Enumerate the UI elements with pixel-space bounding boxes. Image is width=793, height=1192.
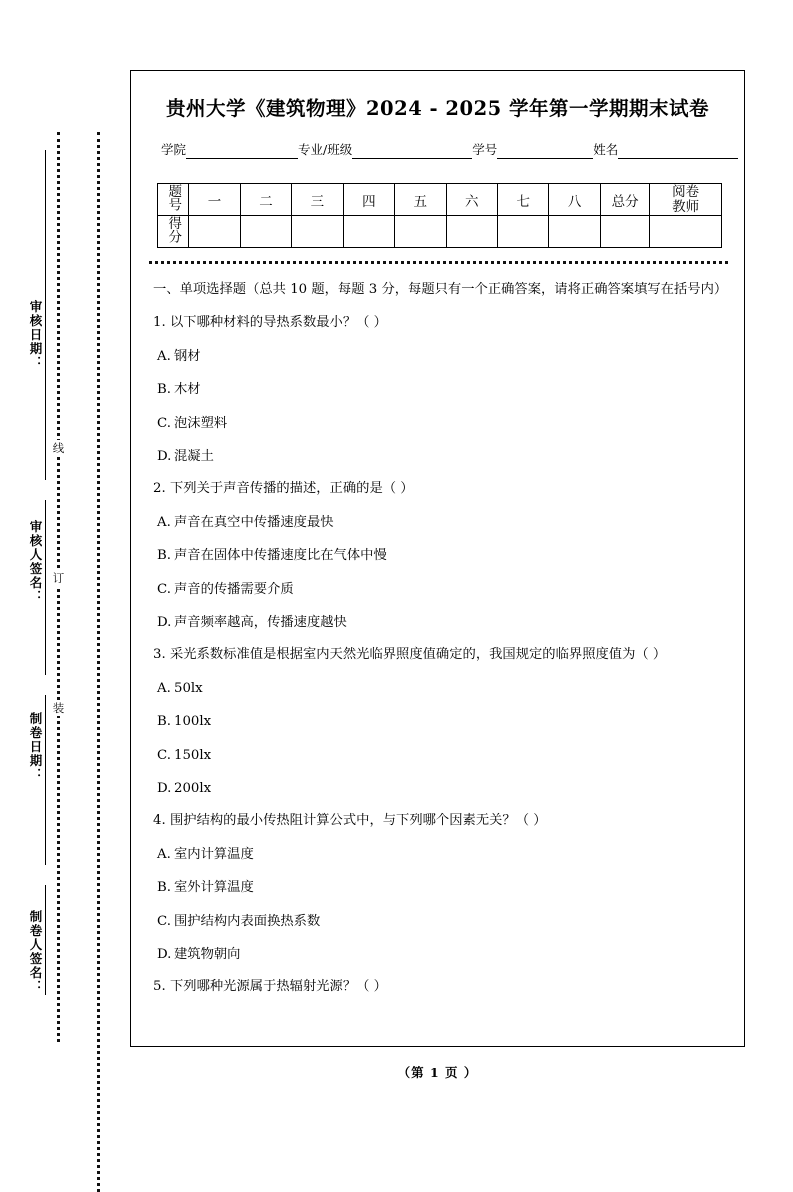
question-1-option-c-letter: C. (157, 415, 171, 431)
question-3-option-d-letter: D. (157, 781, 172, 796)
seam-char-pack: 装 (51, 702, 66, 714)
score-cell-7[interactable] (497, 216, 548, 248)
identity-blank-college[interactable] (186, 143, 298, 159)
question-1-option-c-text: 泡沫塑料 (174, 415, 228, 431)
question-1-option-d[interactable] (153, 446, 722, 467)
margin-solid-rule-bottom (45, 885, 46, 995)
margin-solid-rule-top (45, 150, 46, 480)
margin-label-0: 审核日期： (28, 300, 43, 370)
row-header-question-number (158, 184, 189, 216)
score-cell-3[interactable] (292, 216, 343, 248)
question-4-option-c-text: 围护结构内表面换热系数 (174, 913, 321, 929)
question-5-text: 下列哪种光源属于热辐射光源？（ ） (170, 979, 387, 995)
seam-char-line: 线 (51, 442, 66, 454)
score-col-header-grader (650, 184, 722, 216)
score-table (157, 183, 722, 248)
identity-blank-student-no[interactable] (497, 143, 593, 159)
score-cell-5[interactable] (395, 216, 446, 248)
score-cell-4[interactable] (343, 216, 394, 248)
question-4-option-d-text: 建筑物朝向 (174, 947, 241, 962)
page-title: 贵州大学《建筑物理》2024 - 2025 学年第一学期期末试卷 (165, 97, 709, 120)
question-4-option-a[interactable] (153, 844, 722, 865)
row-header-score-text: 得分 (165, 216, 182, 244)
question-2-option-d-text: 声音频率越高，传播速度越快 (174, 615, 347, 630)
question-1-option-a[interactable] (153, 346, 722, 367)
identity-label-major: 专业/班级 (298, 142, 353, 157)
question-2-option-d[interactable] (153, 612, 722, 633)
question-4-option-d-letter: D. (157, 947, 172, 962)
margin-solid-rule-upper-mid (45, 500, 46, 675)
question-2-option-d-letter: D. (157, 615, 172, 630)
exam-content (153, 278, 728, 998)
identity-field-name[interactable] (593, 140, 738, 159)
score-col-header-7: 七 (497, 184, 548, 216)
score-cell-1[interactable] (189, 216, 240, 248)
question-1-option-b[interactable] (153, 379, 722, 400)
question-3-option-d[interactable] (153, 778, 722, 799)
question-3-option-a-letter: A. (157, 681, 171, 697)
question-4-option-a-text: 室内计算温度 (174, 847, 254, 863)
score-col-header-6: 六 (446, 184, 497, 216)
question-3-option-c-letter: C. (157, 747, 171, 763)
score-table-wrapper (157, 183, 722, 248)
margin-solid-rule-lower-mid (45, 695, 46, 865)
table-row-question-numbers (158, 184, 722, 216)
question-3-option-b[interactable] (153, 711, 722, 732)
question-1-number: 1. (153, 315, 166, 331)
question-3-text: 采光系数标准值是根据室内天然光临界照度值确定的，我国规定的临界照度值为（ ） (170, 647, 667, 663)
question-1-option-a-letter: A. (157, 349, 171, 365)
question-1-option-b-text: 木材 (174, 382, 201, 398)
question-3-option-d-text: 200lx (174, 781, 212, 796)
question-2-number: 2. (153, 481, 166, 497)
identity-field-college[interactable] (161, 140, 298, 159)
question-1-option-d-text: 混凝土 (174, 449, 214, 464)
question-2-option-b[interactable] (153, 545, 722, 566)
section-heading-multiple-choice: 一、单项选择题（总共 10 题，每题 3 分，每题只有一个正确答案，请将正确答案填写在括号内） (153, 282, 728, 297)
score-cell-6[interactable] (446, 216, 497, 248)
question-1-option-b-letter: B. (157, 382, 171, 398)
margin-dotted-rule-outer (97, 132, 100, 1192)
question-4-option-b[interactable] (153, 877, 722, 898)
question-4 (153, 810, 722, 832)
question-3 (153, 644, 722, 666)
score-cell-total[interactable] (600, 216, 649, 248)
margin-label-2: 制卷日期： (28, 712, 43, 782)
question-2 (153, 478, 722, 500)
margin-label-3: 制卷人签名： (28, 910, 43, 994)
question-3-option-a[interactable] (153, 678, 722, 699)
score-cell-8[interactable] (549, 216, 600, 248)
score-col-header-8: 八 (549, 184, 600, 216)
question-4-option-a-letter: A. (157, 847, 171, 863)
margin-label-1: 审核人签名： (28, 520, 43, 604)
question-2-option-b-letter: B. (157, 548, 171, 564)
grader-label-line1: 阅卷 (672, 183, 700, 200)
question-3-number: 3. (153, 647, 166, 663)
question-2-text: 下列关于声音传播的描述，正确的是（ ） (170, 481, 414, 497)
margin-dotted-rule-inner (57, 132, 60, 1042)
row-header-score (158, 216, 189, 248)
question-4-number: 4. (153, 813, 166, 829)
identity-label-college: 学院 (161, 142, 187, 157)
question-1 (153, 312, 722, 334)
score-col-header-2: 二 (240, 184, 291, 216)
question-4-option-d[interactable] (153, 944, 722, 965)
score-col-header-1: 一 (189, 184, 240, 216)
score-col-header-total: 总分 (600, 184, 649, 216)
question-2-option-c-text: 声音的传播需要介质 (174, 581, 294, 597)
identity-label-name: 姓名 (593, 142, 619, 157)
score-cell-grader[interactable] (650, 216, 722, 248)
question-5-number: 5. (153, 979, 166, 995)
identity-fields-row (161, 140, 720, 159)
seam-char-bind: 订 (51, 572, 66, 584)
question-1-option-c[interactable] (153, 413, 722, 434)
question-1-text: 以下哪种材料的导热系数最小？（ ） (170, 315, 387, 331)
question-2-option-b-text: 声音在固体中传播速度比在气体中慢 (174, 548, 387, 564)
question-3-option-c[interactable] (153, 745, 722, 766)
exam-paper-body (130, 70, 745, 1047)
question-3-option-b-text: 100lx (174, 714, 212, 730)
table-row-scores (158, 216, 722, 248)
question-4-option-c[interactable] (153, 911, 722, 932)
question-5 (153, 976, 722, 998)
identity-blank-name[interactable] (618, 143, 738, 159)
score-col-header-5: 五 (395, 184, 446, 216)
question-3-option-a-text: 50lx (174, 681, 203, 697)
question-2-option-c-letter: C. (157, 581, 171, 597)
question-4-text: 围护结构的最小传热阻计算公式中，与下列哪个因素无关？（ ） (170, 813, 547, 829)
score-cell-2[interactable] (240, 216, 291, 248)
row-header-question-number-text: 题号 (165, 184, 182, 212)
identity-field-student-no[interactable] (472, 140, 593, 159)
dotted-separator (149, 261, 728, 264)
question-4-option-b-text: 室外计算温度 (174, 880, 254, 896)
identity-label-student-no: 学号 (472, 142, 498, 157)
score-col-header-3: 三 (292, 184, 343, 216)
question-1-option-a-text: 钢材 (174, 349, 201, 365)
question-2-option-a-letter: A. (157, 515, 171, 531)
question-2-option-c[interactable] (153, 579, 722, 600)
identity-field-major[interactable] (298, 140, 472, 159)
identity-blank-major[interactable] (352, 143, 472, 159)
question-4-option-c-letter: C. (157, 913, 171, 929)
question-1-option-d-letter: D. (157, 449, 172, 464)
grader-label-line2: 教师 (672, 198, 700, 215)
binding-margin (0, 0, 130, 1122)
page-footer: （第 1 页 ） (397, 1065, 478, 1080)
question-3-option-c-text: 150lx (174, 747, 212, 763)
question-2-option-a-text: 声音在真空中传播速度最快 (174, 515, 334, 531)
question-3-option-b-letter: B. (157, 714, 171, 730)
score-col-header-4: 四 (343, 184, 394, 216)
question-2-option-a[interactable] (153, 512, 722, 533)
question-4-option-b-letter: B. (157, 880, 171, 896)
